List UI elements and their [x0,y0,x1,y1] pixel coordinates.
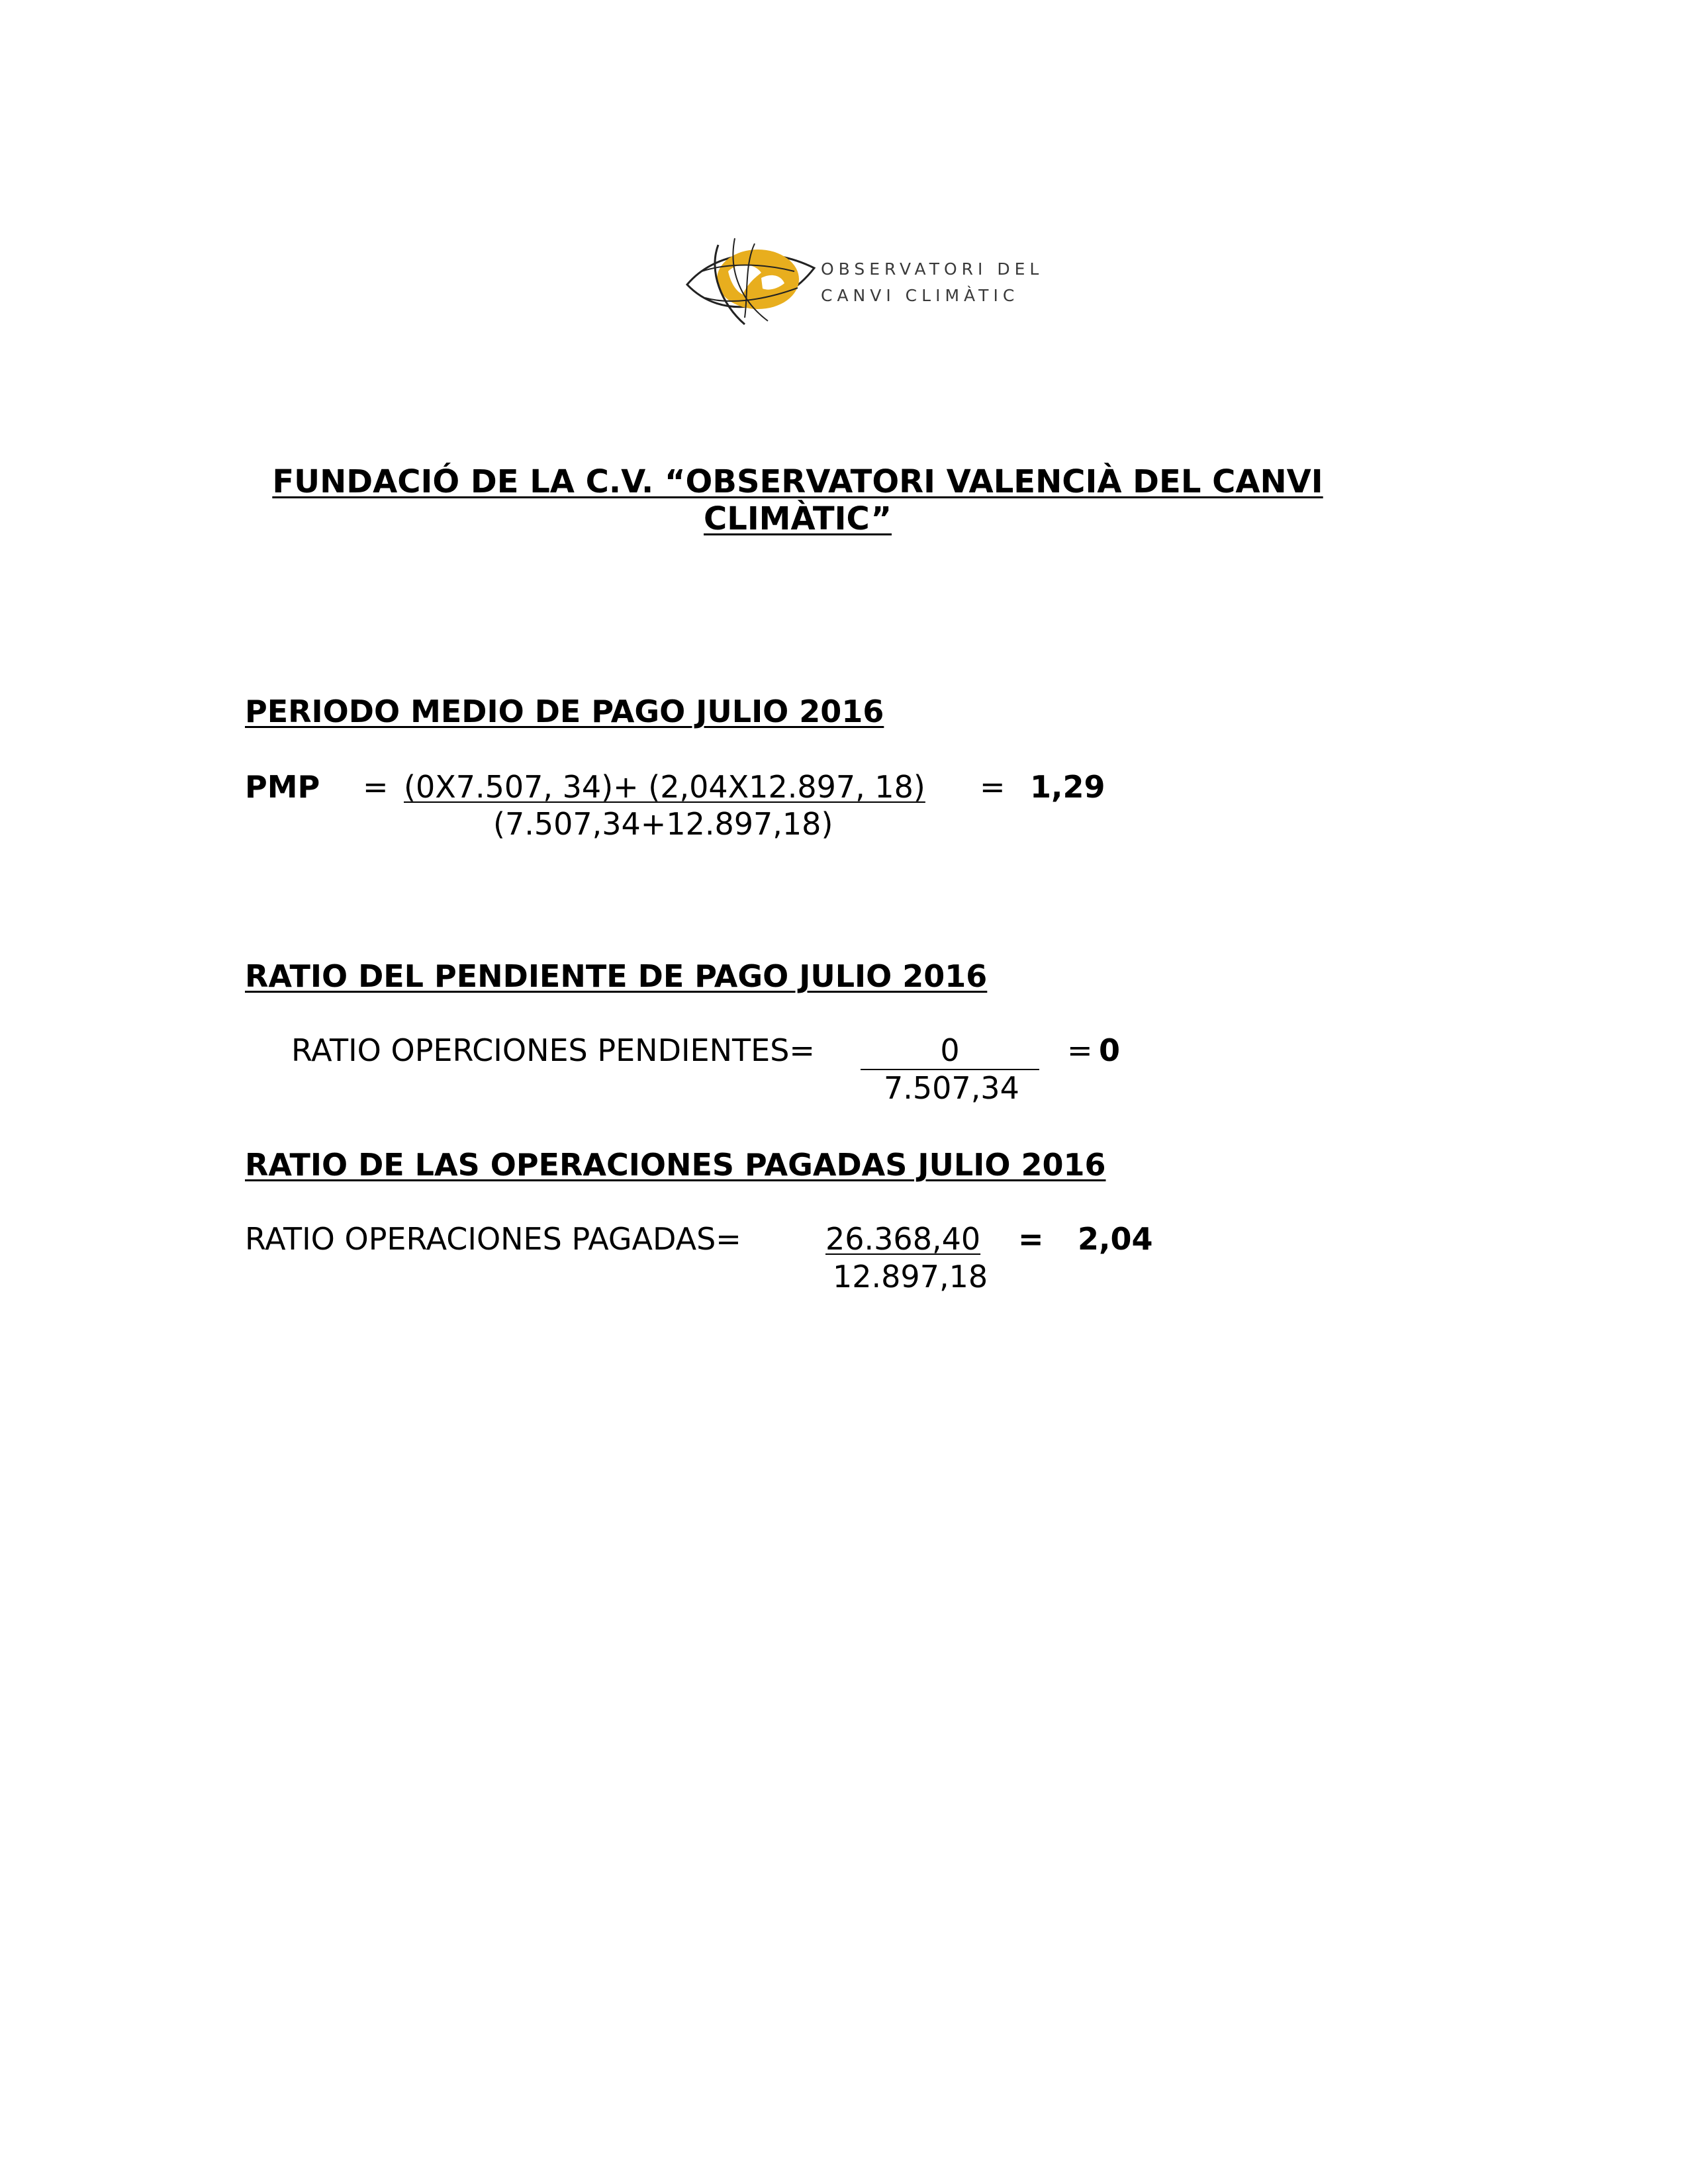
logo-text-line1: OBSERVATORI DEL [821,259,1044,279]
paid-ratio-result: 2,04 [1078,1221,1153,1257]
paid-ratio-heading: RATIO DE LAS OPERACIONES PAGADAS JULIO 2016 [245,1147,1106,1183]
paid-ratio-label: RATIO OPERACIONES PAGADAS= [245,1221,741,1257]
pmp-equals-sign: = [363,769,389,805]
document-title-line2: CLIMÀTIC” [704,500,892,537]
pending-ratio-label: RATIO OPERCIONES PENDIENTES= [291,1032,815,1068]
pmp-numerator: (0X7.507, 34)+ (2,04X12.897, 18) [404,769,925,805]
pmp-label: PMP [245,769,320,805]
pmp-denominator: (7.507,34+12.897,18) [493,806,833,842]
paid-ratio-numerator: 26.368,40 [825,1221,981,1257]
pmp-heading: PERIODO MEDIO DE PAGO JULIO 2016 [245,694,884,729]
pending-ratio-denominator: 7.507,34 [884,1070,1019,1106]
pmp-result: 1,29 [1030,769,1105,805]
pending-ratio-numerator: 0 [861,1032,1039,1070]
logo-text-line2: CANVI CLIMÀTIC [821,286,1019,305]
pending-ratio-equals-sign: = [1067,1032,1093,1068]
paid-ratio-equals-sign: = [1018,1221,1044,1257]
pending-ratio-heading: RATIO DEL PENDIENTE DE PAGO JULIO 2016 [245,958,988,994]
document-title-line1: FUNDACIÓ DE LA C.V. “OBSERVATORI VALENCIÀ DEL CANVI [272,463,1323,500]
eye-globe-icon [682,232,821,331]
pending-ratio-result: 0 [1099,1032,1121,1068]
paid-ratio-denominator: 12.897,18 [833,1259,988,1295]
pmp-result-equals-sign: = [980,769,1006,805]
organization-logo [682,232,1044,331]
